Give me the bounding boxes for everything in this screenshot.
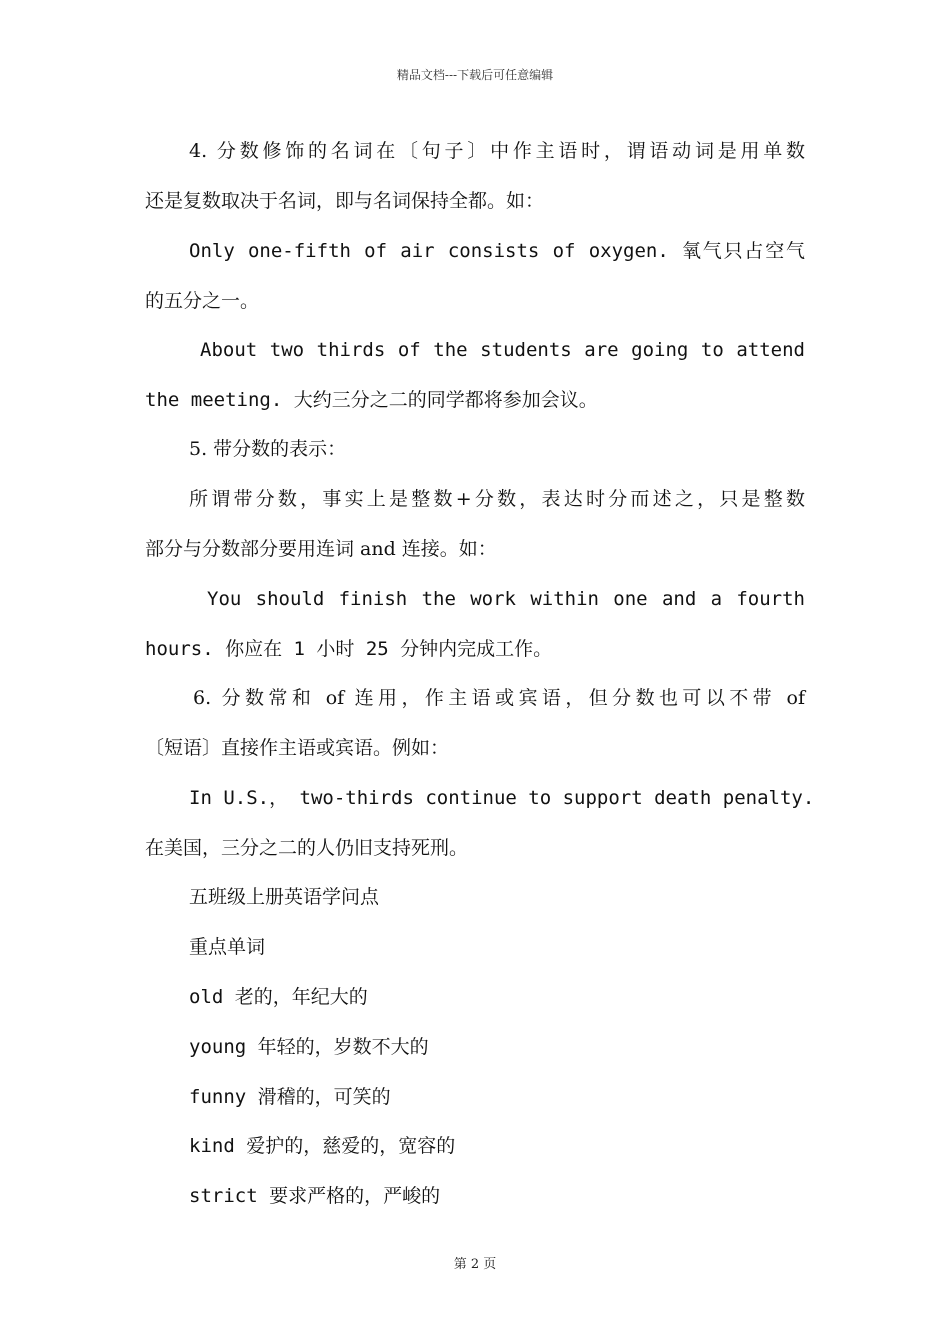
text-line: the meeting. 大约三分之二的同学都将参加会议。 bbox=[145, 389, 598, 411]
text-line: 在美国，三分之二的人仍旧支持死刑。 bbox=[145, 837, 469, 859]
text-line: In U.S.， two-thirds continue to support death penalty. bbox=[189, 787, 815, 809]
page-header: 精品文档---下载后可任意编辑 bbox=[396, 68, 554, 82]
text-line: hours. 你应在 1 小时 25 分钟内完成工作。 bbox=[145, 638, 553, 660]
vocab-item: funny 滑稽的，可笑的 bbox=[189, 1086, 391, 1108]
section-title: 五班级上册英语学问点 bbox=[189, 886, 380, 908]
page-number: 第 2 页 bbox=[453, 1257, 497, 1272]
vocab-item: strict 要求严格的，严峻的 bbox=[189, 1185, 441, 1207]
text-line: 6. 分数常和 of 连用，作主语或宾语，但分数也可以不带 of bbox=[193, 687, 805, 709]
text-line: 4. 分数修饰的名词在〔句子〕中作主语时，谓语动词是用单数 bbox=[189, 140, 805, 162]
vocab-item: old 老的，年纪大的 bbox=[189, 986, 368, 1008]
section-subtitle: 重点单词 bbox=[189, 936, 266, 958]
text-line: 部分与分数部分要用连词 and 连接。如： bbox=[145, 538, 497, 560]
text-line: You should finish the work within one and a fourth bbox=[207, 588, 805, 610]
text-line: 〔短语〕直接作主语或宾语。例如： bbox=[145, 737, 450, 759]
text-line: 还是复数取决于名词，即与名词保持全都。如： bbox=[145, 190, 545, 212]
text-line: 所谓带分数，事实上是整数+分数，表达时分而述之，只是整数 bbox=[189, 488, 805, 510]
vocab-item: kind 爱护的，慈爱的，宽容的 bbox=[189, 1135, 456, 1157]
vocab-item: young 年轻的，岁数不大的 bbox=[189, 1036, 429, 1058]
text-line: Only one-fifth of air consists of oxygen. 氧气只占空气 bbox=[189, 240, 805, 262]
text-line: 的五分之一。 bbox=[145, 290, 260, 312]
text-line: About two thirds of the students are going to attend bbox=[200, 339, 805, 361]
text-line: 5. 带分数的表示： bbox=[189, 438, 347, 460]
